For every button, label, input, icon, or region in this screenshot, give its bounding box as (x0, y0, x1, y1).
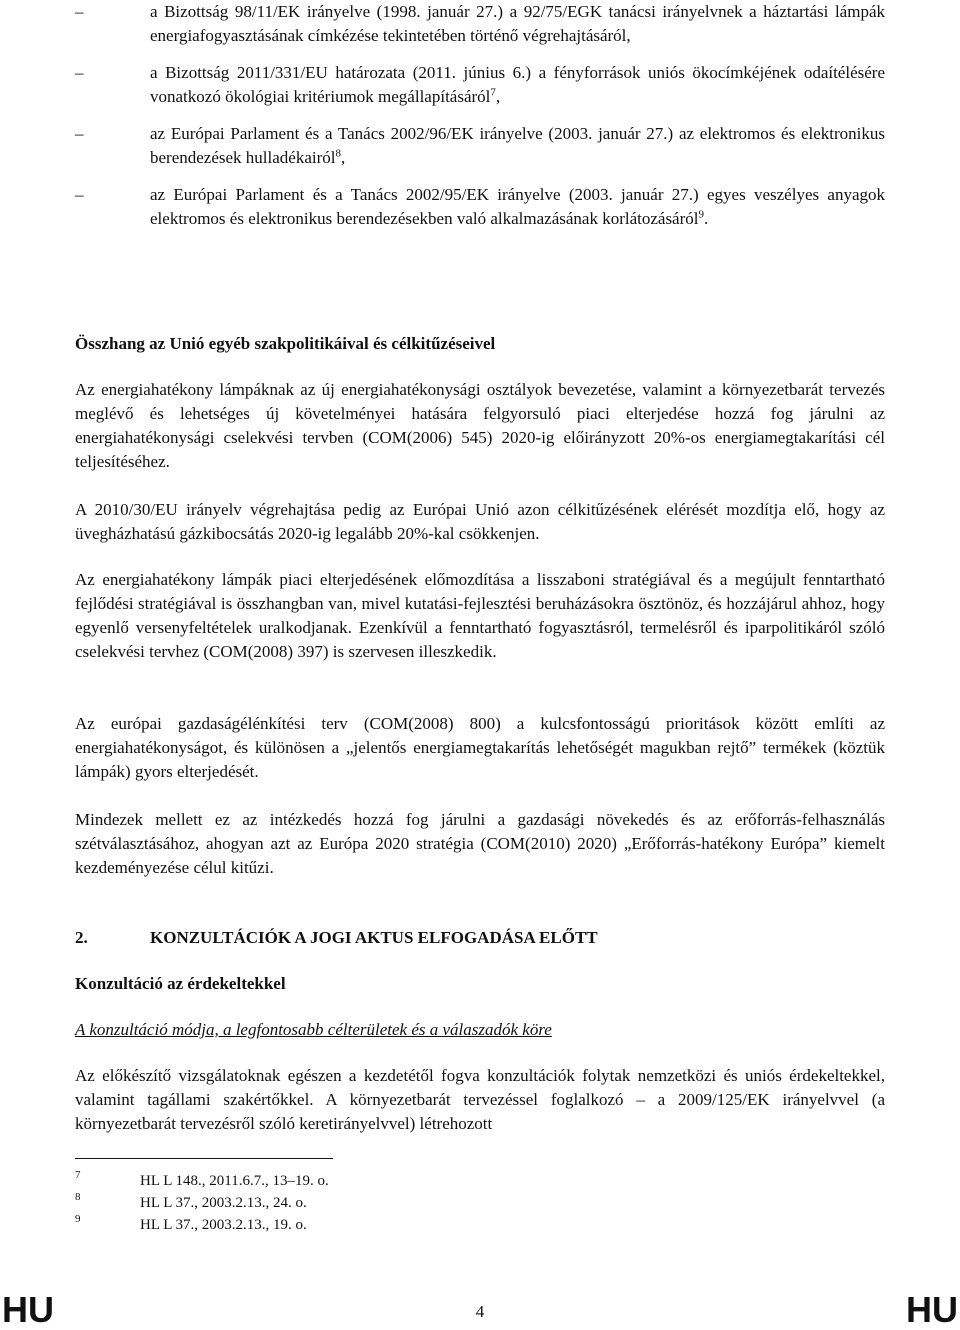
footnote-number: 9 (75, 1213, 81, 1225)
dash-bullet: – (75, 63, 84, 82)
footer-language-right: HU (906, 1289, 958, 1330)
list-item-text: az Európai Parlament és a Tanács 2002/95/EK irányelve (2003. január 27.) egyes veszélyes anyagok elektromos és elektronikus berendezésekben való alkalmazásának korlátozásáról (150, 185, 885, 228)
list-item (75, 183, 885, 231)
dash-bullet: – (75, 124, 84, 143)
footnote-reference[interactable]: 7 (490, 86, 496, 99)
paragraph: Az energiahatékony lámpák piaci elterjedésének előmozdítása a lisszaboni stratégiával és a megújult fenntartható fejlődési stratégiával is összhangban van, mivel kutatási-fejlesztési beruházásokra ösztönöz, és hozzájárul ahhoz, hogy egyenlő versenyfeltételek uralkodjanak. Ezenkívül a fenntartható fogyasztásról, termelésről és iparpolitikáról szóló cselekvési tervhez (COM(2008) 397) is szervesen illeszkedik. (75, 570, 885, 661)
footnote-number: 7 (75, 1169, 81, 1181)
footer-language-left: HU (2, 1289, 54, 1330)
footnote-text: HL L 37., 2003.2.13., 19. o. (140, 1217, 307, 1233)
paragraph: A 2010/30/EU irányelv végrehajtása pedig az Európai Unió azon célkitűzésének elérését mozdítja elő, hogy az üvegházhatású gázkibocsátás 2020-ig legalább 20%-kal csökkenjen. (75, 500, 885, 543)
heading-consultation-method: A konzultáció módja, a legfontosabb célterületek és a válaszadók köre (75, 1020, 552, 1039)
legislation-list (75, 0, 885, 244)
section-number: 2. (75, 928, 88, 947)
dash-bullet: – (75, 185, 84, 204)
footnote-text: HL L 148., 2011.6.7., 13–19. o. (140, 1173, 329, 1189)
list-item (75, 122, 885, 170)
list-item-punctuation: , (495, 87, 501, 106)
list-item (75, 61, 885, 109)
list-item-text: az Európai Parlament és a Tanács 2002/96/EK irányelve (2003. január 27.) az elektromos és elektronikus berendezések hulladékairól (150, 124, 885, 167)
footnote-separator (75, 1158, 333, 1159)
list-item (75, 0, 885, 48)
heading-stakeholder-consultation: Konzultáció az érdekeltekkel (75, 974, 286, 993)
paragraph: Az energiahatékony lámpáknak az új energiahatékonysági osztályok bevezetése, valamint a környezetbarát tervezés meglévő és lehetséges új követelményei hatására felgyorsuló piaci elterjedése hozzá fog járulni az energiahatékonysági cselekvési tervben (COM(2006) 545) 2020-ig előirányzott 20%-os energiamegtakarítási cél teljesítéséhez. (75, 380, 885, 471)
list-item-text: a Bizottság 2011/331/EU határozata (2011. június 6.) a fényforrások uniós ökocímkéjének odaítélésére vonatkozó ökológiai kritériumok megállapításáról (150, 63, 885, 106)
page-number: 4 (475, 1302, 485, 1321)
footnote-reference[interactable]: 8 (335, 147, 341, 160)
paragraph: Az előkészítő vizsgálatoknak egészen a kezdetétől fogva konzultációk folytak nemzetközi és uniós érdekeltekkel, valamint tagállami szakértőkkel. A környezetbarát tervezéssel foglalkozó – a 2009/125/EK irányelvvel (a környezetbarát tervezésről szóló keretirányelvvel) létrehozott (75, 1066, 885, 1133)
paragraph: Az európai gazdaságélénkítési terv (COM(2008) 800) a kulcsfontosságú prioritások között említi az energiahatékonyságot, és különösen a „jelentős energiamegtakarítás lehetőségét magukban rejtő” termékek (köztük lámpák) gyors elterjedését. (75, 714, 885, 781)
section-title: KONZULTÁCIÓK A JOGI AKTUS ELFOGADÁSA ELŐTT (150, 928, 598, 947)
footnote-reference[interactable]: 9 (698, 208, 704, 221)
footnote-text: HL L 37., 2003.2.13., 24. o. (140, 1195, 307, 1211)
list-item-punctuation: , (341, 148, 346, 167)
list-item-punctuation: . (704, 209, 709, 228)
dash-bullet: – (75, 2, 84, 21)
heading-union-policies: Összhang az Unió egyéb szakpolitikáival és célkitűzéseivel (75, 334, 496, 353)
list-item-text: a Bizottság 98/11/EK irányelve (1998. január 27.) a 92/75/EGK tanácsi irányelvnek a háztartási lámpák energiafogyasztásának címkézése tekintetében történő végrehajtásáról, (150, 2, 885, 45)
paragraph: Mindezek mellett ez az intézkedés hozzá fog járulni a gazdasági növekedés és az erőforrás-felhasználás szétválasztásához, ahogyan azt az Európa 2020 stratégia (COM(2010) 2020) „Erőforrás-hatékony Európa” kiemelt kezdeményezése célul kitűzi. (75, 810, 885, 877)
footnote-number: 8 (75, 1191, 81, 1203)
